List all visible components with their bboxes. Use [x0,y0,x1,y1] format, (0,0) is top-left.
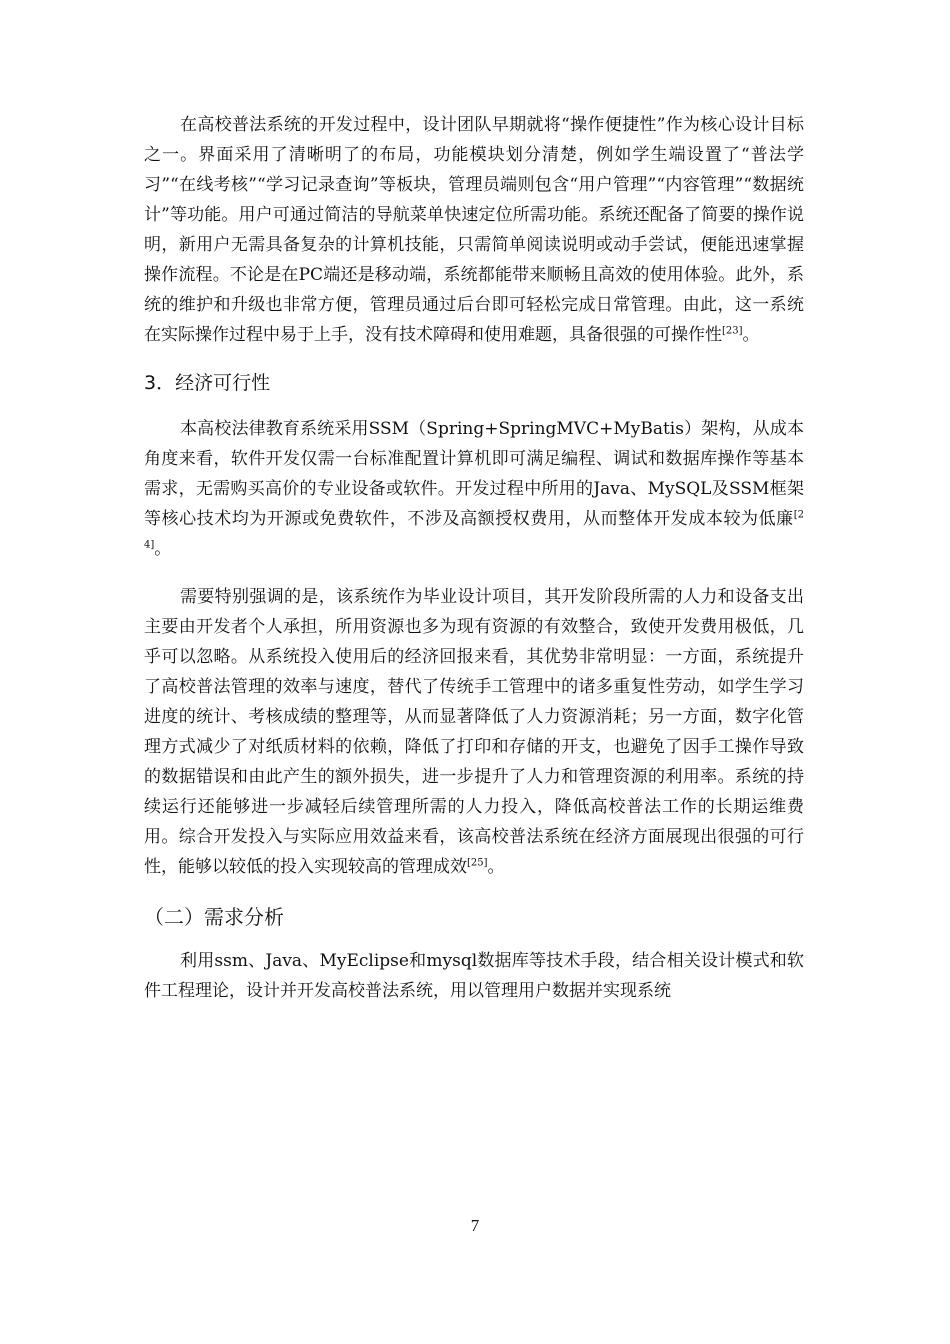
paragraph-end: 。 [487,857,505,877]
paragraph-requirements [144,946,804,1006]
paragraph-text: 利用ssm、Java、MyEclipse和mysql数据库等技术手段，结合相关设计模式和软件工程理论，设计并开发高校普法系统，用以管理用户数据并实现系统 [144,951,804,1001]
paragraph-cost [144,414,804,564]
paragraph-gap [144,564,804,582]
paragraph-text: 本高校法律教育系统采用SSM（Spring+SpringMVC+MyBatis）架构，从成本角度来看，软件开发仅需一台标准配置计算机即可满足编程、调试和数据库操作等基本需求，无需购买高价的专业设备或软件。开发过程中所用的Java、MySQL及SSM框架等核心技术均为开源或免费软件，不涉及高额授权费用，从而整体开发成本较为低廉 [144,419,804,529]
paragraph-benefit [144,582,804,882]
paragraph-end: 。 [742,325,760,345]
citation-ref: [23] [722,325,743,337]
paragraph-operability [144,110,804,350]
citation-ref: [24] [144,509,804,551]
section-heading-economic: 3．经济可行性 [144,372,271,394]
section-heading-requirements: （二）需求分析 [144,905,284,929]
paragraph-end: 。 [154,539,172,559]
paragraph-text: 需要特别强调的是，该系统作为毕业设计项目，其开发阶段所需的人力和设备支出主要由开发者个人承担，所用资源也多为现有资源的有效整合，致使开发费用极低，几乎可以忽略。从系统投入使用后的经济回报来看，其优势非常明显：一方面，系统提升了高校普法管理的效率与速度，替代了传统手工管理中的诸多重复性劳动，如学生学习进度的统计、考核成绩的整理等，从而显著降低了人力资源消耗；另一方面，数字化管理方式减少了对纸质材料的依赖，降低了打印和存储的开支，也避免了因手工操作导致的数据错误和由此产生的额外损失，进一步提升了人力和管理资源的利用率。系统的持续运行还能够进一步减轻后续管理所需的人力投入，降低高校普法工作的长期运维费用。综合开发投入与实际应用效益来看，该高校普法系统在经济方面展现出很强的可行性，能够以较低的投入实现较高的管理成效 [144,587,804,877]
paragraph-text: 在高校普法系统的开发过程中，设计团队早期就将“操作便捷性”作为核心设计目标之一。界面采用了清晰明了的布局，功能模块划分清楚，例如学生端设置了“普法学习”“在线考核”“学习记录查询”等板块，管理员端则包含“用户管理”“内容管理”“数据统计”等功能。用户可通过简洁的导航菜单快速定位所需功能。系统还配备了简要的操作说明，新用户无需具备复杂的计算机技能，只需简单阅读说明或动手尝试，便能迅速掌握操作流程。不论是在PC端还是移动端，系统都能带来顺畅且高效的使用体验。此外，系统的维护和升级也非常方便，管理员通过后台即可轻松完成日常管理。由此，这一系统在实际操作过程中易于上手，没有技术障碍和使用难题，具备很强的可操作性 [144,115,804,345]
page-body [144,110,804,1006]
citation-ref: [25] [467,857,488,869]
page-number: 7 [470,1216,480,1235]
